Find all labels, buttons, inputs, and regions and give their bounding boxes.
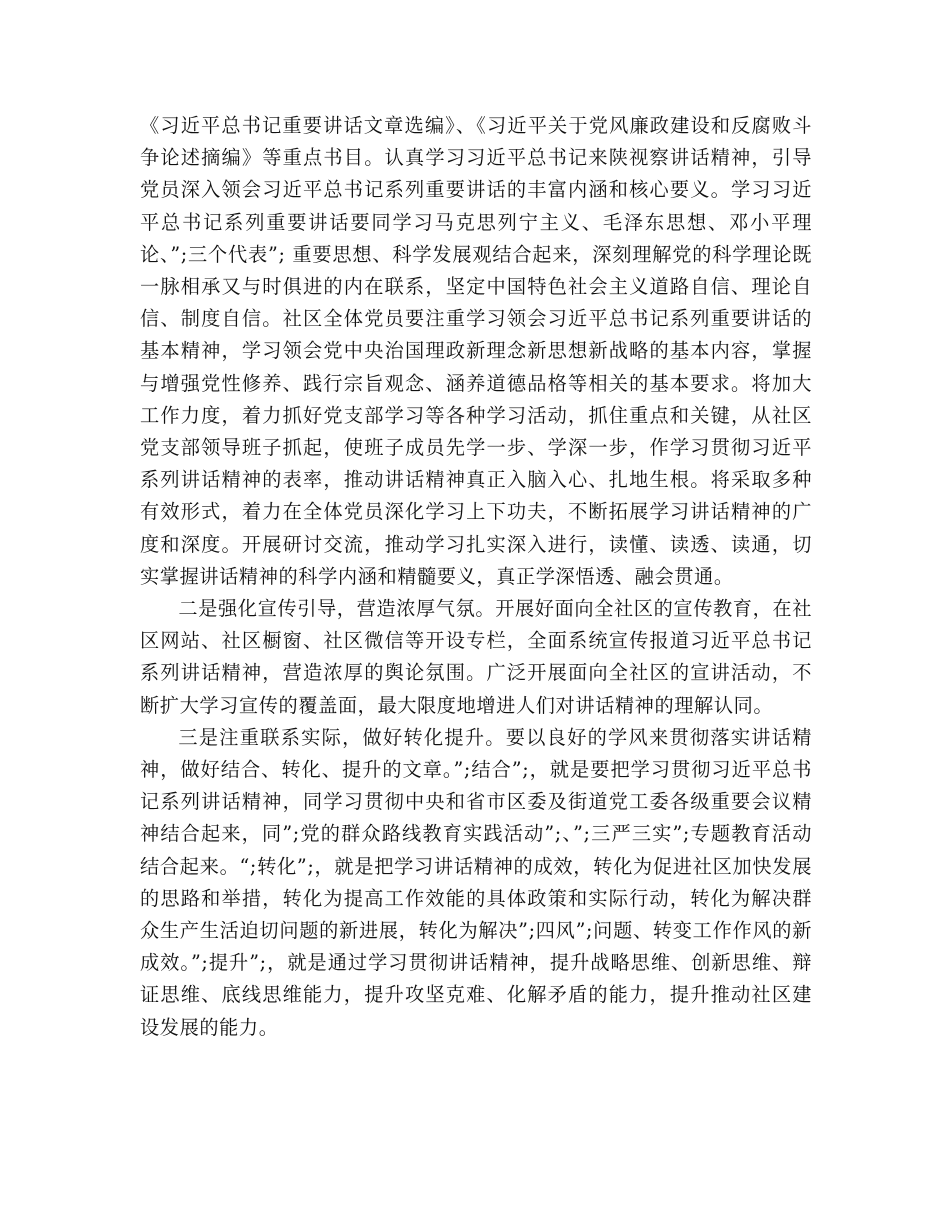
paragraph-study-content: 《习近平总书记重要讲话文章选编》、《习近平关于党风廉政建设和反腐败斗争论述摘编》等重点书目。认真学习习近平总书记来陕视察讲话精神，引导党员深入领会习近平总书记系列重要讲话的丰富内涵和核心要义。学习习近平总书记系列重要讲话要同学习马克思列宁主义、毛泽东思想、邓小平理论、”;三个代表”; 重要思想、科学发展观结合起来，深刻理解党的科学理论既一脉相承又与时俱进的内在联系，坚定中国特色社会主义道路自信、理论自信、制度自信。社区全体党员要注重学习领会习近平总书记系列重要讲话的基本精神，学习领会党中央治国理政新理念新思想新战略的基本内容，掌握与增强党性修养、践行宗旨观念、涵养道德品格等相关的基本要求。将加大工作力度，着力抓好党支部学习等各种学习活动，抓住重点和关键，从社区党支部领导班子抓起，使班子成员先学一步、学深一步，作学习贯彻习近平系列讲话精神的表率，推动讲话精神真正入脑入心、扎地生根。将采取多种有效形式，着力在全体党员深化学习上下功夫，不断拓展学习讲话精神的广度和深度。开展研讨交流，推动学习扎实深入进行，读懂、读透、读通，切实掌握讲话精神的科学内涵和精髓要义，真正学深悟透、融会贯通。 [140, 114, 812, 588]
paragraph-publicity: 二是强化宣传引导，营造浓厚气氛。开展好面向全社区的宣传教育，在社区网站、社区橱窗、社区微信等开设专栏，全面系统宣传报道习近平总书记系列讲话精神，营造浓厚的舆论氛围。广泛开展面向全社区的宣讲活动，不断扩大学习宣传的覆盖面，最大限度地增进人们对讲话精神的理解认同。 [140, 597, 812, 717]
paragraph-practice: 三是注重联系实际，做好转化提升。要以良好的学风来贯彻落实讲话精神，做好结合、转化、提升的文章。”;结合”;，就是要把学习贯彻习近平总书记系列讲话精神，同学习贯彻中央和省市区委及街道党工委各级重要会议精神结合起来，同”;党的群众路线教育实践活动”;、”;三严三实”;专题教育活动结合起来。“;转化”;，就是把学习讲话精神的成效，转化为促进社区加快发展的思路和举措，转化为提高工作效能的具体政策和实际行动，转化为解决群众生产生活迫切问题的新进展，转化为解决”;四风”;问题、转变工作作风的新成效。”;提升”;，就是通过学习贯彻讲话精神，提升战略思维、创新思维、辩证思维、底线思维能力，提升攻坚克难、化解矛盾的能力，提升推动社区建设发展的能力。 [140, 725, 812, 1039]
document-body [140, 110, 812, 1044]
